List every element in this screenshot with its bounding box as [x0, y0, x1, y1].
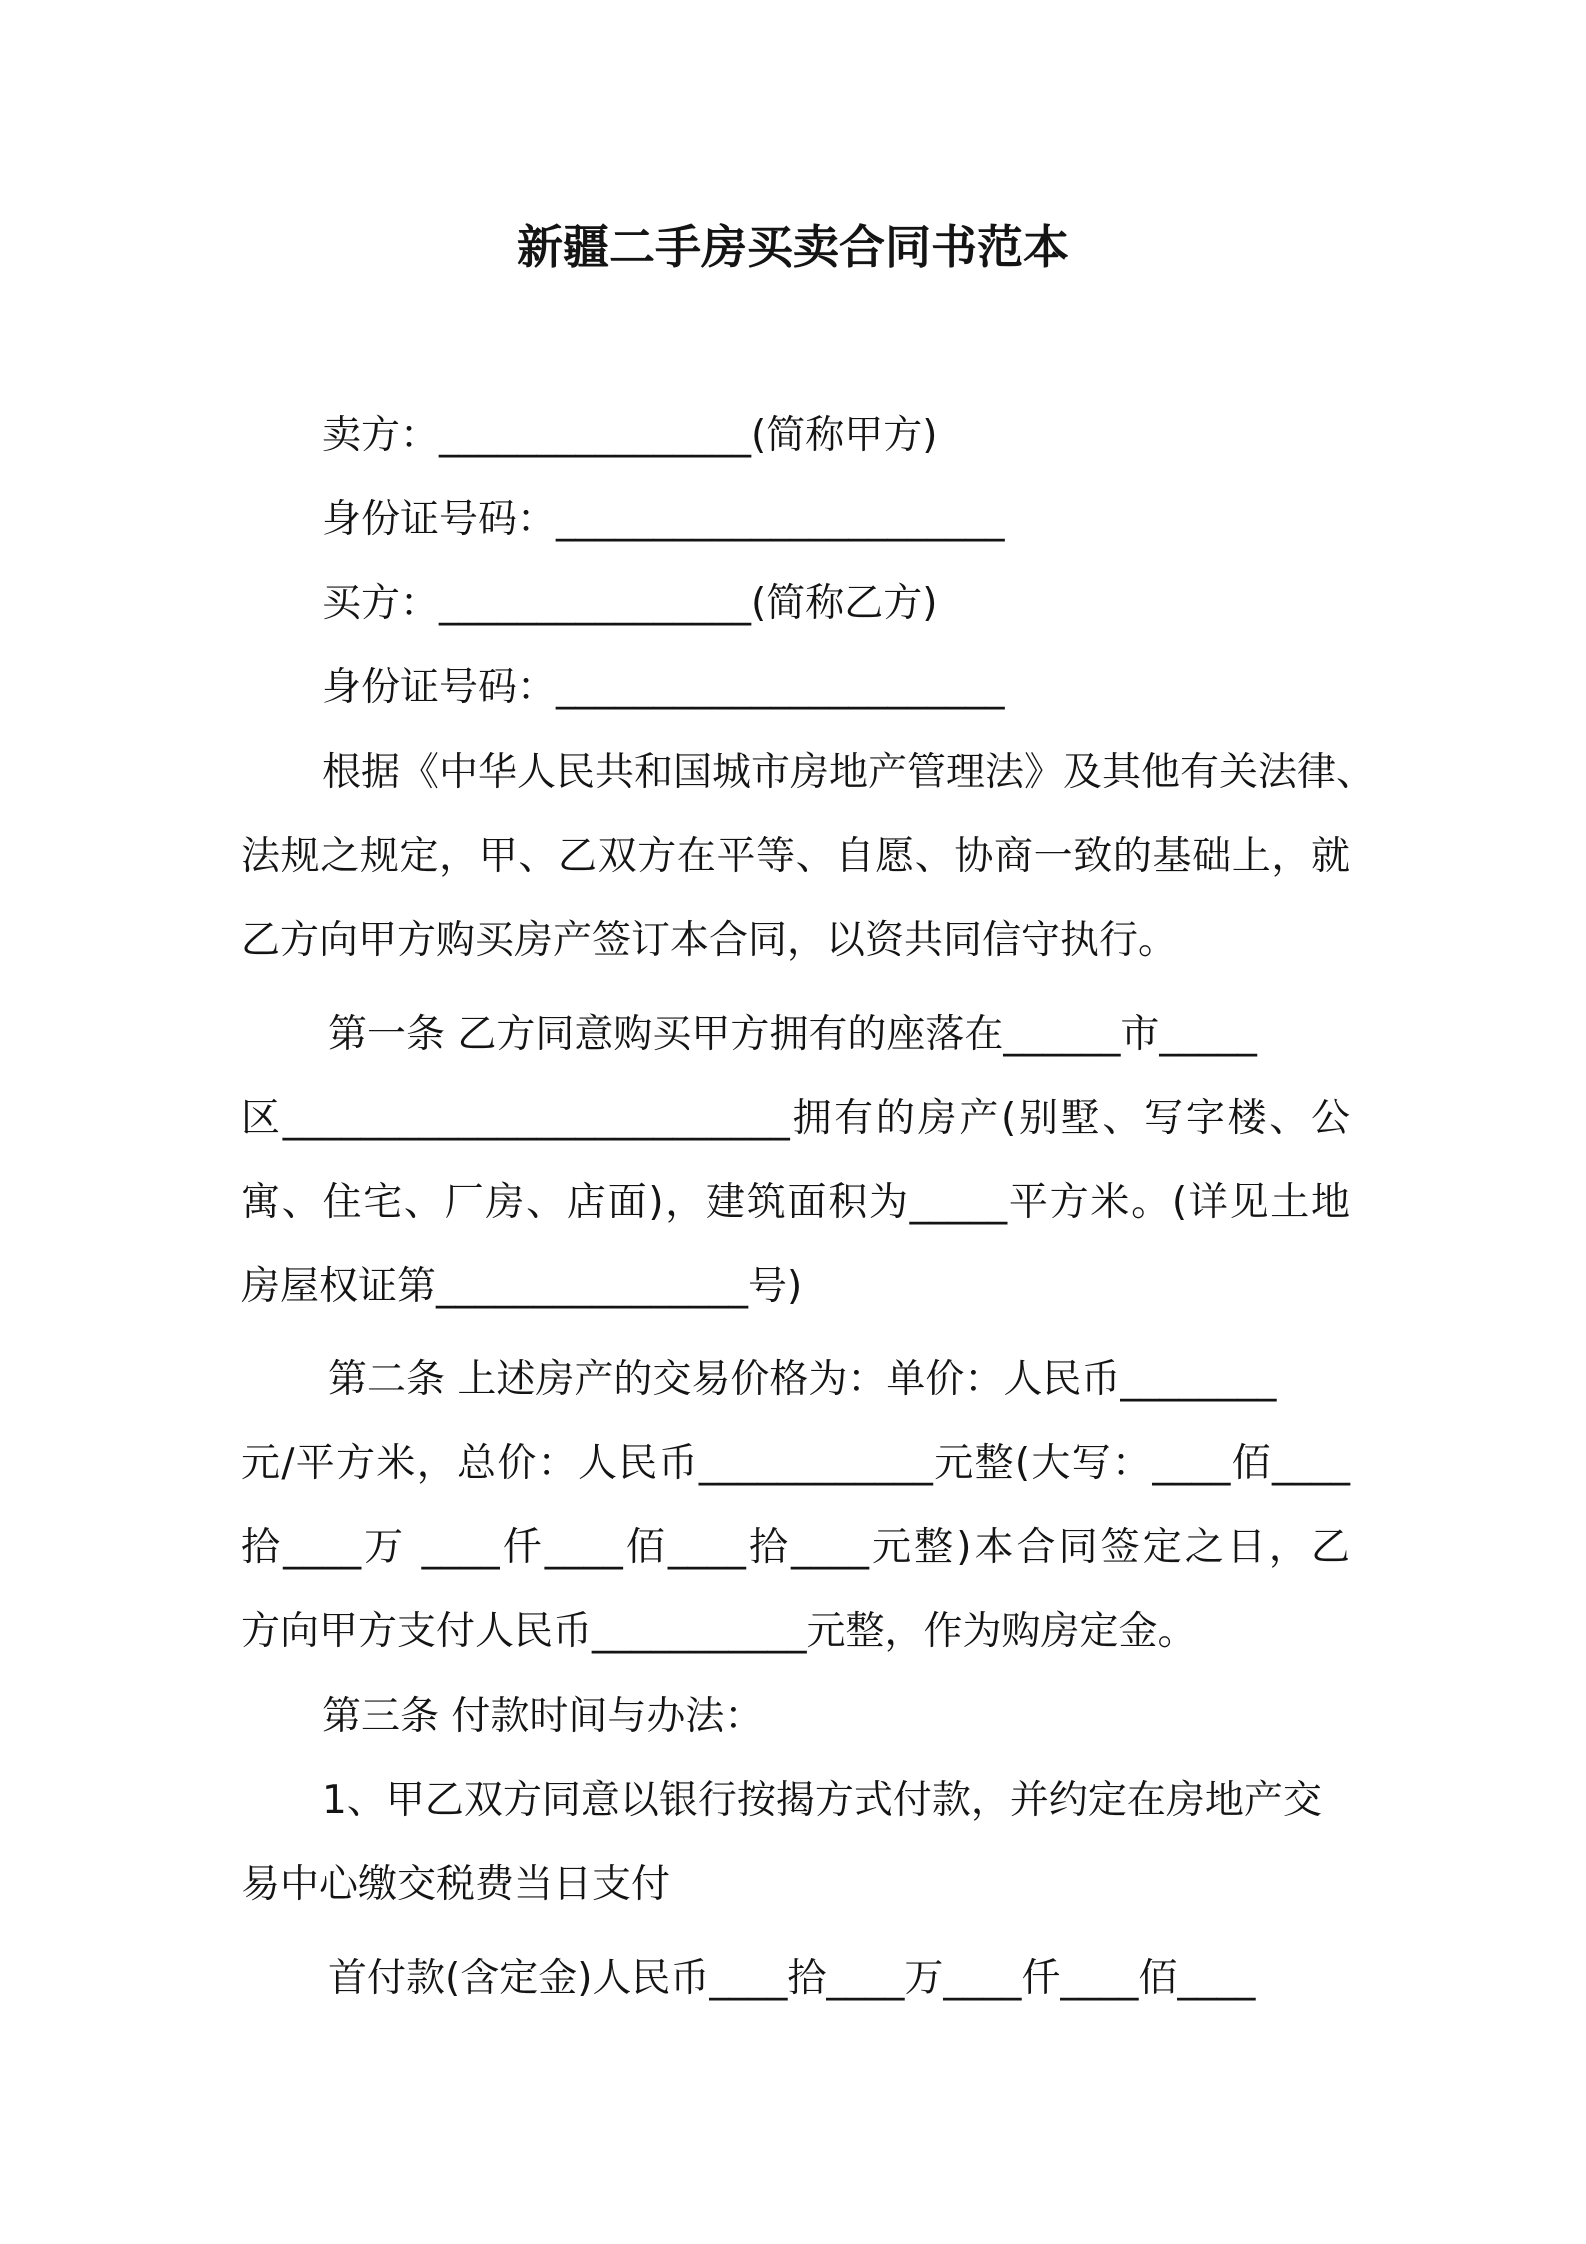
preamble-line-2: 法规之规定，甲、乙双方在平等、自愿、协商一致的基础上，就 — [241, 834, 1350, 879]
seller-id-line: 身份证号码：_______________________ — [322, 497, 1005, 542]
article1-line-3: 寓、住宅、厂房、店面)，建筑面积为_____平方米。(详见土地 — [241, 1180, 1350, 1225]
article1-line-1: 第一条 乙方同意购买甲方拥有的座落在______市_____ — [328, 1012, 1257, 1057]
article2-line-4: 方向甲方支付人民币___________元整，作为购房定金。 — [241, 1609, 1197, 1654]
preamble-line-1: 根据《中华人民共和国城市房地产管理法》及其他有关法律、 — [322, 750, 1376, 795]
article3-heading: 第三条 付款时间与办法： — [322, 1694, 764, 1739]
seller-line: 卖方：________________(简称甲方) — [322, 413, 938, 458]
article2-line-1: 第二条 上述房产的交易价格为：单价：人民币________ — [328, 1357, 1277, 1402]
buyer-id-line: 身份证号码：_______________________ — [322, 665, 1005, 710]
article3-item1-line-1: 1、甲乙双方同意以银行按揭方式付款，并约定在房地产交 — [322, 1778, 1322, 1823]
down-payment-line: 首付款(含定金)人民币____拾____万____仟____佰____ — [328, 1956, 1256, 2001]
article1-line-4: 房屋权证第________________号) — [241, 1264, 803, 1309]
preamble-line-3: 乙方向甲方购买房产签订本合同，以资共同信守执行。 — [241, 918, 1178, 963]
article1-line-2: 区__________________________拥有的房产(别墅、写字楼、公 — [241, 1096, 1350, 1141]
article2-line-3: 拾____万 ____仟____佰____拾____元整)本合同签定之日，乙 — [241, 1525, 1350, 1570]
article3-item1-line-2: 易中心缴交税费当日支付 — [241, 1862, 671, 1907]
article2-line-2: 元/平方米，总价：人民币____________元整(大写：____佰____ — [241, 1441, 1350, 1486]
document-title: 新疆二手房买卖合同书范本 — [517, 220, 1069, 274]
buyer-line: 买方：________________(简称乙方) — [322, 581, 938, 626]
